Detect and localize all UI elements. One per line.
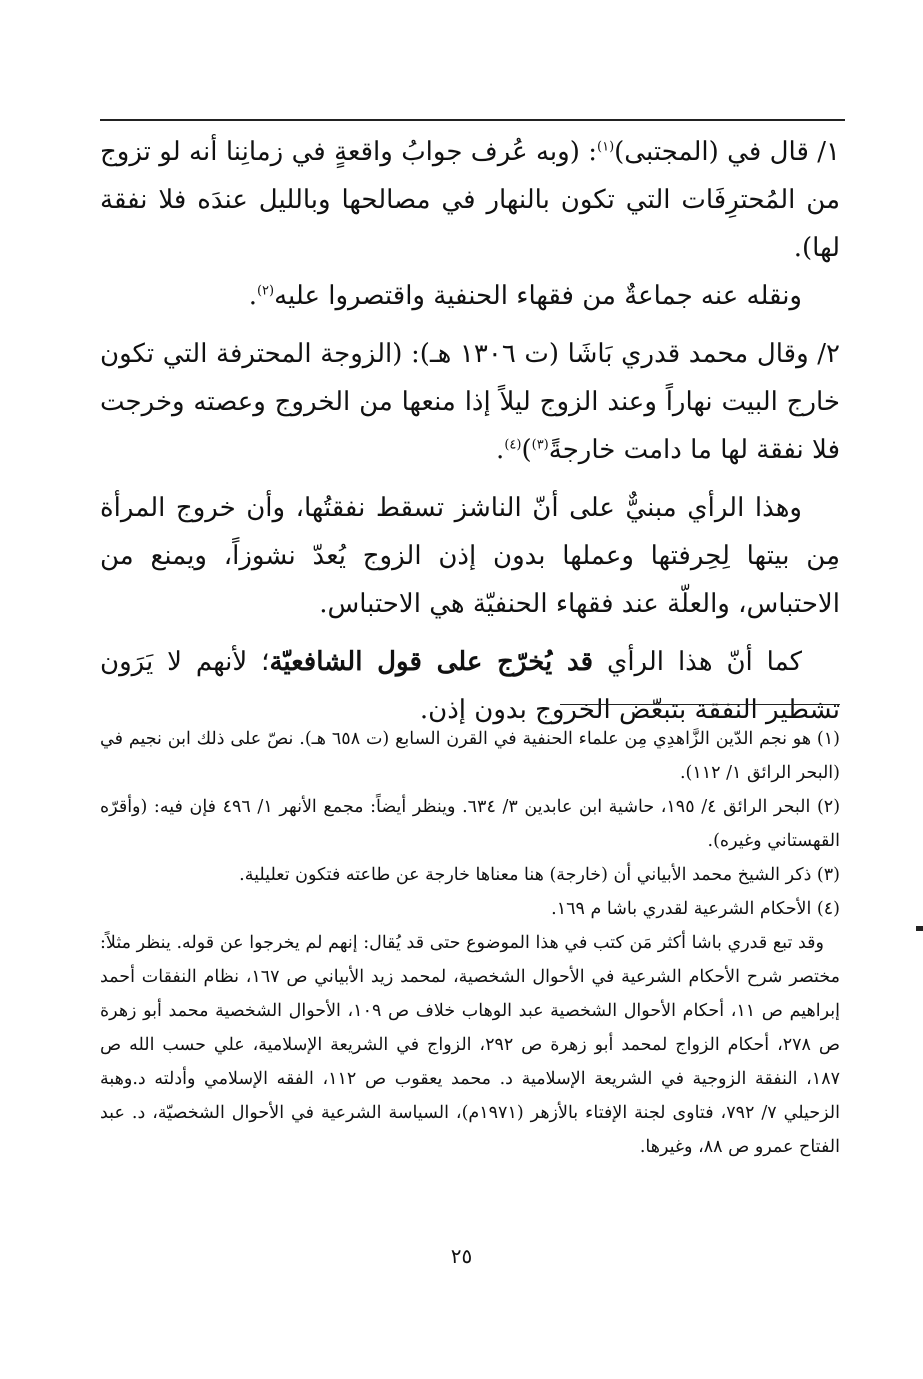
paragraph-qadri-pasha-quote: ٢/ وقال محمد قدري بَاشَا (ت ١٣٠٦ هـ): (الزوجة المحترفة التي تكون خارج البيت نهاراً وعند الزوج ليلاً إذا منعها من الخروج وعصته وخرجت فلا نفقة لها ما دامت خارجةً$^{(٣)}$)$^{(٤)}$. bbox=[100, 339, 840, 465]
footnote-4: (٤) الأحكام الشرعية لقدري باشا م ١٦٩. bbox=[551, 899, 840, 919]
footnote-ref-1[interactable]: (١) bbox=[597, 139, 615, 155]
paragraph-shafii-view: كما أنّ هذا الرأي قد يُخرّج على قول الشافعيّة؛ لأنهم لا يَرَون تشطير النفقة بتبعّض الخروج بدون إذن. bbox=[100, 647, 840, 725]
footnote-ref-2[interactable]: (٢) bbox=[256, 283, 275, 299]
main-text bbox=[100, 128, 840, 734]
paragraph-hanafi-transmission: ونقله عنه جماعةٌ من فقهاء الحنفية واقتصروا عليه$^{(٢)}$. bbox=[248, 281, 802, 311]
bold-phrase: قد يُخرّج على قول الشافعيّة bbox=[269, 647, 594, 677]
footnote-3: (٣) ذكر الشيخ محمد الأبياني أن (خارجة) هنا معناها خارجة عن طاعته فتكون تعليلية. bbox=[239, 865, 840, 885]
footnote-separator bbox=[560, 704, 840, 705]
page-number: ٢٥ bbox=[450, 1244, 473, 1268]
footnote-4-continuation: وقد تبع قدري باشا أكثر مَن كتب في هذا الموضوع حتى قد يُقال: إنهم لم يخرجوا عن قوله. ينظر مثلاً: مختصر شرح الأحكام الشرعية في الأحوال الشخصية، لمحمد زيد الأبياني ص ١٦٧، نظام النفقات أحمد إبراهيم ص ١١، أحكام الأحوال الشخصية عبد الوهاب خلاف ص ١٠٩، الأحوال الشخصية محمد أبو زهرة ص ٢٧٨، أحكام الزواج لمحمد أبو زهرة ص ٢٩٢، الزواج في الشريعة الإسلامية، علي حسب الله ص ١٨٧، النفقة الزوجية في الشريعة الإسلامية د. محمد يعقوب ص ١١٢، الفقه الإسلامي وأدلته د.وهبة الزحيلي ٧/ ٧٩٢، فتاوى لجنة الإفتاء بالأزهر (١٩٧١م)، السياسة الشرعية في الأحوال الشخصيّة، د. عبد الفتاح عمرو ص ٨٨، وغيرها. bbox=[100, 933, 840, 1157]
footnote-ref-3[interactable]: (٣) bbox=[531, 437, 549, 453]
footnotes bbox=[100, 722, 840, 1164]
paragraph-mujtaba-quote: ١/ قال في (المجتبى)$^{(١)}$: (وبه عُرف جوابُ واقعةٍ في زمانِنا أنه لو تزوج من المُحترِفَات التي تكون بالنهار في مصالحها وبالليل عندَه فلا نفقة لها). bbox=[100, 137, 840, 263]
footnote-1: (١) هو نجم الدّين الزَّاهدِي مِن علماء الحنفية في القرن السابع (ت ٦٥٨ هـ). نصّ على ذلك ابن نجيم في (البحر الرائق ١/ ١١٢). bbox=[100, 729, 840, 783]
paragraph-analysis: وهذا الرأي مبنيٌّ على أنّ الناشز تسقط نفقتُها، وأن خروج المرأة مِن بيتها لِحِرفتها وعملها بدون إذن الزوج يُعدّ نشوزاً، ويمنع من الاحتباس، والعلّة عند فقهاء الحنفيّة هي الاحتباس. bbox=[100, 493, 840, 619]
footnote-2: (٢) البحر الرائق ٤/ ١٩٥، حاشية ابن عابدين ٣/ ٦٣٤. وينظر أيضاً: مجمع الأنهر ١/ ٤٩٦ فإن فيه: (وأقرّه القهستاني وغيره). bbox=[100, 797, 841, 851]
header-rule bbox=[100, 119, 845, 121]
footnote-ref-4[interactable]: (٤) bbox=[504, 437, 522, 453]
edge-mark bbox=[916, 926, 923, 931]
